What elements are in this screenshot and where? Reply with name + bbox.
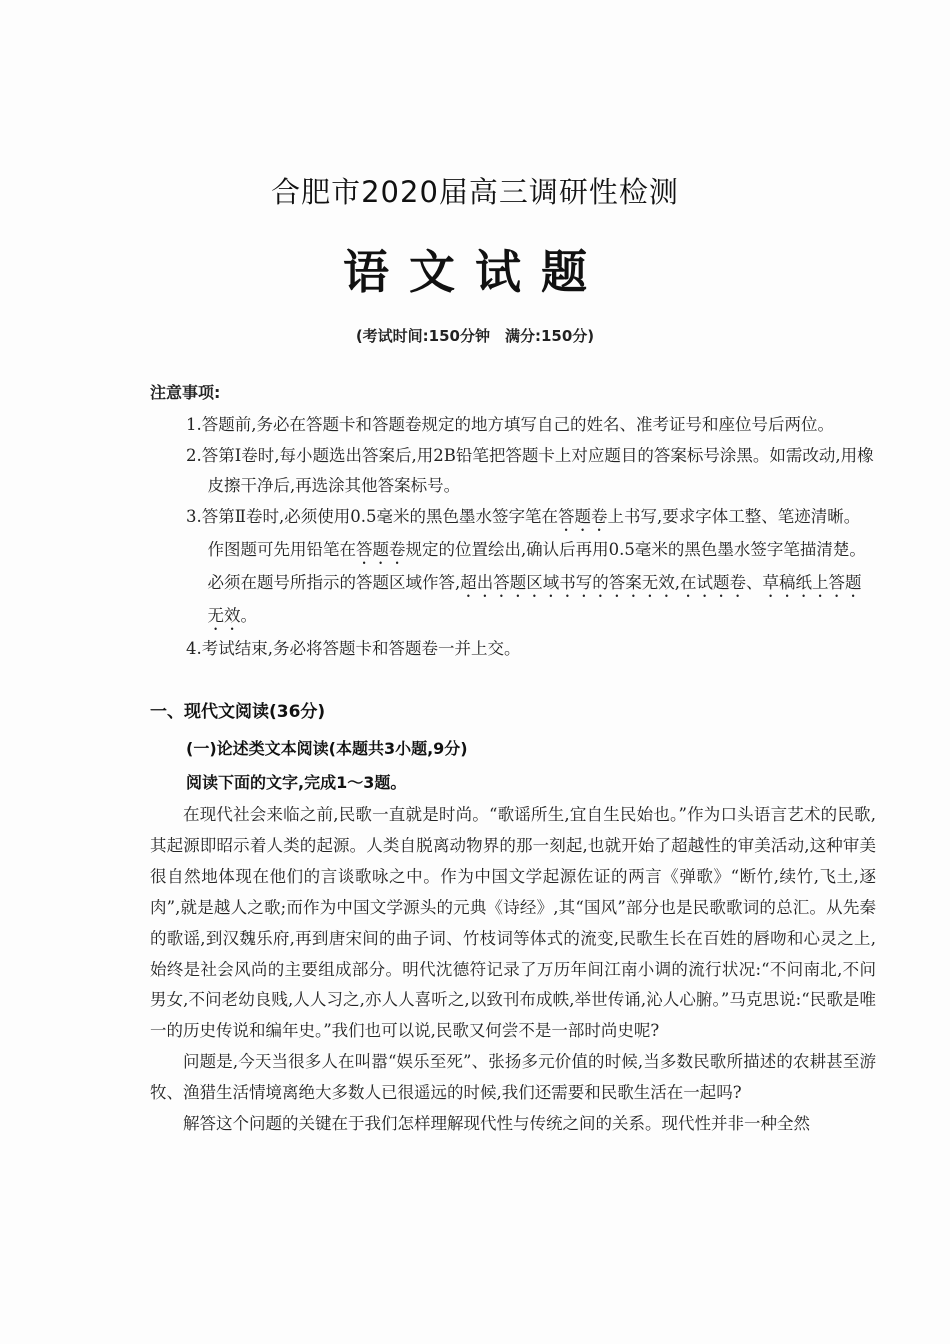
notice-item-3-text-b: 上书写,要求字体工整、笔迹清晰。作图题可先用铅笔在 bbox=[207, 506, 861, 559]
exam-supertitle: 合肥市2020届高三调研性检测 bbox=[271, 175, 679, 209]
notice-item-3-emphasis-d: 在试题卷、草稿纸上答题无效 bbox=[207, 572, 862, 625]
passage-paragraph: 解答这个问题的关键在于我们怎样理解现代性与传统之间的关系。现代性并非一种全然 bbox=[183, 1114, 810, 1134]
notice-item-3-emphasis-b: 答题卷 bbox=[355, 539, 406, 559]
notice-item-3-emphasis-a: 答题卷 bbox=[557, 506, 608, 526]
passage-paragraph: 问题是,今天当很多人在叫嚣“娱乐至死”、张扬多元价值的时候,当多数民歌所描述的农耕甚至游牧、渔猎生活情境离绝大多数人已很遥远的时候,我们还需要和民歌生活在一起吗? bbox=[150, 1052, 876, 1103]
notice-item-1: 1.答题前,务必在答题卡和答题卷规定的地方填写自己的姓名、准考证号和座位号后两位。 bbox=[186, 415, 834, 434]
notice-item-2: 2.答第Ⅰ卷时,每小题选出答案后,用2B铅笔把答题卡上对应题目的答案标号涂黑。如需改动,用橡皮擦干净后,再选涂其他答案标号。 bbox=[186, 445, 874, 495]
notice-heading: 注意事项: bbox=[150, 383, 221, 402]
notice-item-3-text-d: , bbox=[674, 572, 680, 592]
exam-title: 语文试题 bbox=[343, 245, 607, 299]
notice-item-3-text-e: 。 bbox=[240, 605, 257, 625]
reading-instruction: 阅读下面的文字,完成1～3题。 bbox=[186, 773, 407, 792]
notice-item-3-text-a: 3.答第Ⅱ卷时,必须使用0.5毫米的黑色墨水签字笔在 bbox=[186, 506, 558, 526]
notice-list bbox=[186, 410, 876, 664]
notice-item-3-text-c: 规定的位置绘出,确认后再用0.5毫米的黑色墨水签字笔描清楚。必须在题号所指示的答题区域作答, bbox=[207, 539, 866, 592]
notice-item-4: 4.考试结束,务必将答题卡和答题卷一并上交。 bbox=[186, 638, 521, 658]
notice-item-3 bbox=[186, 502, 876, 634]
passage-paragraph: 在现代社会来临之前,民歌一直就是时尚。“歌谣所生,宜自生民始也。”作为口头语言艺术的民歌,其起源即昭示着人类的起源。人类自脱离动物界的那一刻起,也就开始了超越性的审美活动,这种审美很自然地体现在他们的言谈歌咏之中。作为中国文学起源佐证的两言《弹歌》“断竹,续竹,飞土,逐肉”,就是越人之歌;而作为中国文学源头的元典《诗经》,其“国风”部分也是民歌歌词的总汇。从先秦的歌谣,到汉魏乐府,再到唐宋间的曲子词、竹枝词等体式的流变,民歌生长在百姓的唇吻和心灵之上,始终是社会风尚的主要组成部分。明代沈德符记录了万历年间江南小调的流行状况:“不问南北,不问男女,不问老幼良贱,人人习之,亦人人喜听之,以致刊布成帙,举世传诵,沁人心腑。”马克思说:“民歌是唯一的历史传说和编年史。”我们也可以说,民歌又何尝不是一部时尚史呢? bbox=[150, 805, 876, 1041]
notice-item-3-emphasis-c: 超出答题区域书写的答案无效 bbox=[460, 572, 675, 592]
reading-passage bbox=[150, 800, 876, 1140]
exam-info: (考试时间:150分钟 满分:150分) bbox=[355, 327, 595, 345]
section-heading: 一、现代文阅读(36分) bbox=[150, 702, 326, 722]
subsection-heading: (一)论述类文本阅读(本题共3小题,9分) bbox=[186, 739, 468, 758]
